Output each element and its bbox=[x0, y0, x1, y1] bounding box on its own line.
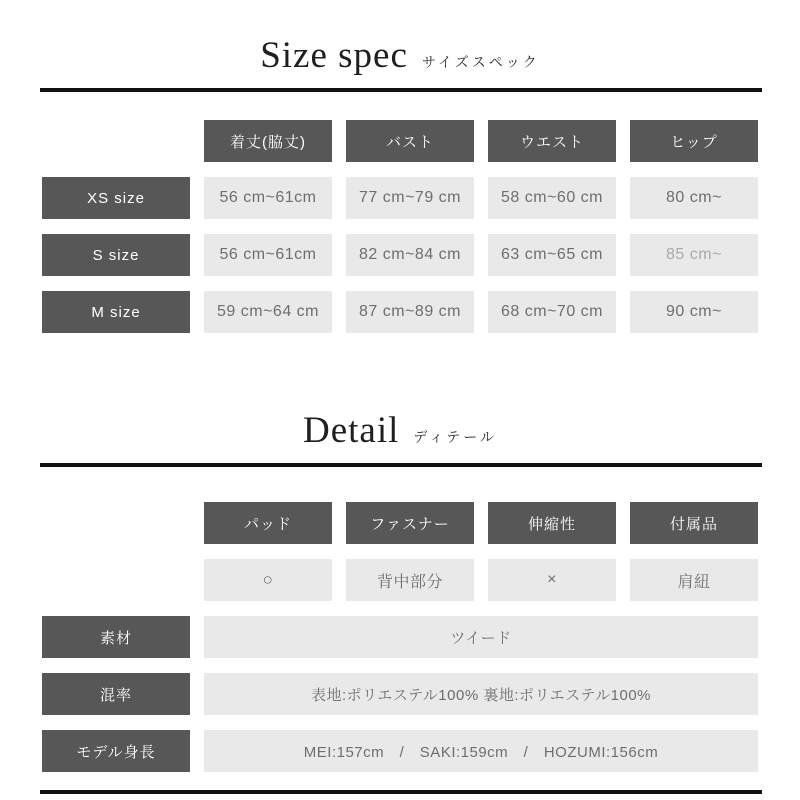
column-header-bust: バスト bbox=[346, 120, 474, 162]
cell-model-height-value: MEI:157cm / SAKI:159cm / HOZUMI:156cm bbox=[204, 730, 758, 772]
cell-s-bust: 82 cm~84 cm bbox=[346, 234, 474, 276]
column-header-waist: ウエスト bbox=[488, 120, 616, 162]
cell-fabric-mix-value: 表地:ポリエステル100% 裏地:ポリエステル100% bbox=[204, 673, 758, 715]
detail-table-corner-spacer bbox=[42, 502, 190, 544]
column-header-fastener: ファスナー bbox=[346, 502, 474, 544]
row-label-m-size: M size bbox=[42, 291, 190, 333]
cell-s-waist: 63 cm~65 cm bbox=[488, 234, 616, 276]
detail-values-spacer bbox=[42, 559, 190, 601]
cell-s-length: 56 cm~61cm bbox=[204, 234, 332, 276]
cell-s-hip: 85 cm~ bbox=[630, 234, 758, 276]
cell-xs-bust: 77 cm~79 cm bbox=[346, 177, 474, 219]
cell-m-bust: 87 cm~89 cm bbox=[346, 291, 474, 333]
cell-m-length: 59 cm~64 cm bbox=[204, 291, 332, 333]
size-table bbox=[42, 120, 800, 333]
cell-xs-length: 56 cm~61cm bbox=[204, 177, 332, 219]
column-header-length: 着丈(脇丈) bbox=[204, 120, 332, 162]
cell-fastener-value: 背中部分 bbox=[346, 559, 474, 601]
cell-pad-value: ○ bbox=[204, 559, 332, 601]
column-header-accessory: 付属品 bbox=[630, 502, 758, 544]
cell-m-hip: 90 cm~ bbox=[630, 291, 758, 333]
cell-stretch-value: × bbox=[488, 559, 616, 601]
cell-m-waist: 68 cm~70 cm bbox=[488, 291, 616, 333]
detail-table bbox=[42, 502, 800, 772]
size-spec-header bbox=[0, 0, 800, 78]
divider-size-spec bbox=[40, 88, 762, 92]
row-label-material: 素材 bbox=[42, 616, 190, 658]
divider-bottom bbox=[40, 790, 762, 794]
column-header-pad: パッド bbox=[204, 502, 332, 544]
detail-header bbox=[0, 333, 800, 453]
column-header-hip: ヒップ bbox=[630, 120, 758, 162]
divider-detail bbox=[40, 463, 762, 467]
detail-title: Detail bbox=[302, 410, 400, 451]
row-label-s-size: S size bbox=[42, 234, 190, 276]
cell-xs-hip: 80 cm~ bbox=[630, 177, 758, 219]
detail-subtitle-ja: ディテール bbox=[413, 429, 497, 445]
size-table-corner-spacer bbox=[42, 120, 190, 162]
size-spec-title: Size spec bbox=[260, 35, 408, 76]
cell-material-value: ツイード bbox=[204, 616, 758, 658]
row-label-xs-size: XS size bbox=[42, 177, 190, 219]
row-label-model-height: モデル身長 bbox=[42, 730, 190, 772]
column-header-stretch: 伸縮性 bbox=[488, 502, 616, 544]
cell-xs-waist: 58 cm~60 cm bbox=[488, 177, 616, 219]
row-label-fabric-mix: 混率 bbox=[42, 673, 190, 715]
size-spec-subtitle-ja: サイズスペック bbox=[421, 54, 540, 70]
cell-accessory-value: 肩紐 bbox=[630, 559, 758, 601]
